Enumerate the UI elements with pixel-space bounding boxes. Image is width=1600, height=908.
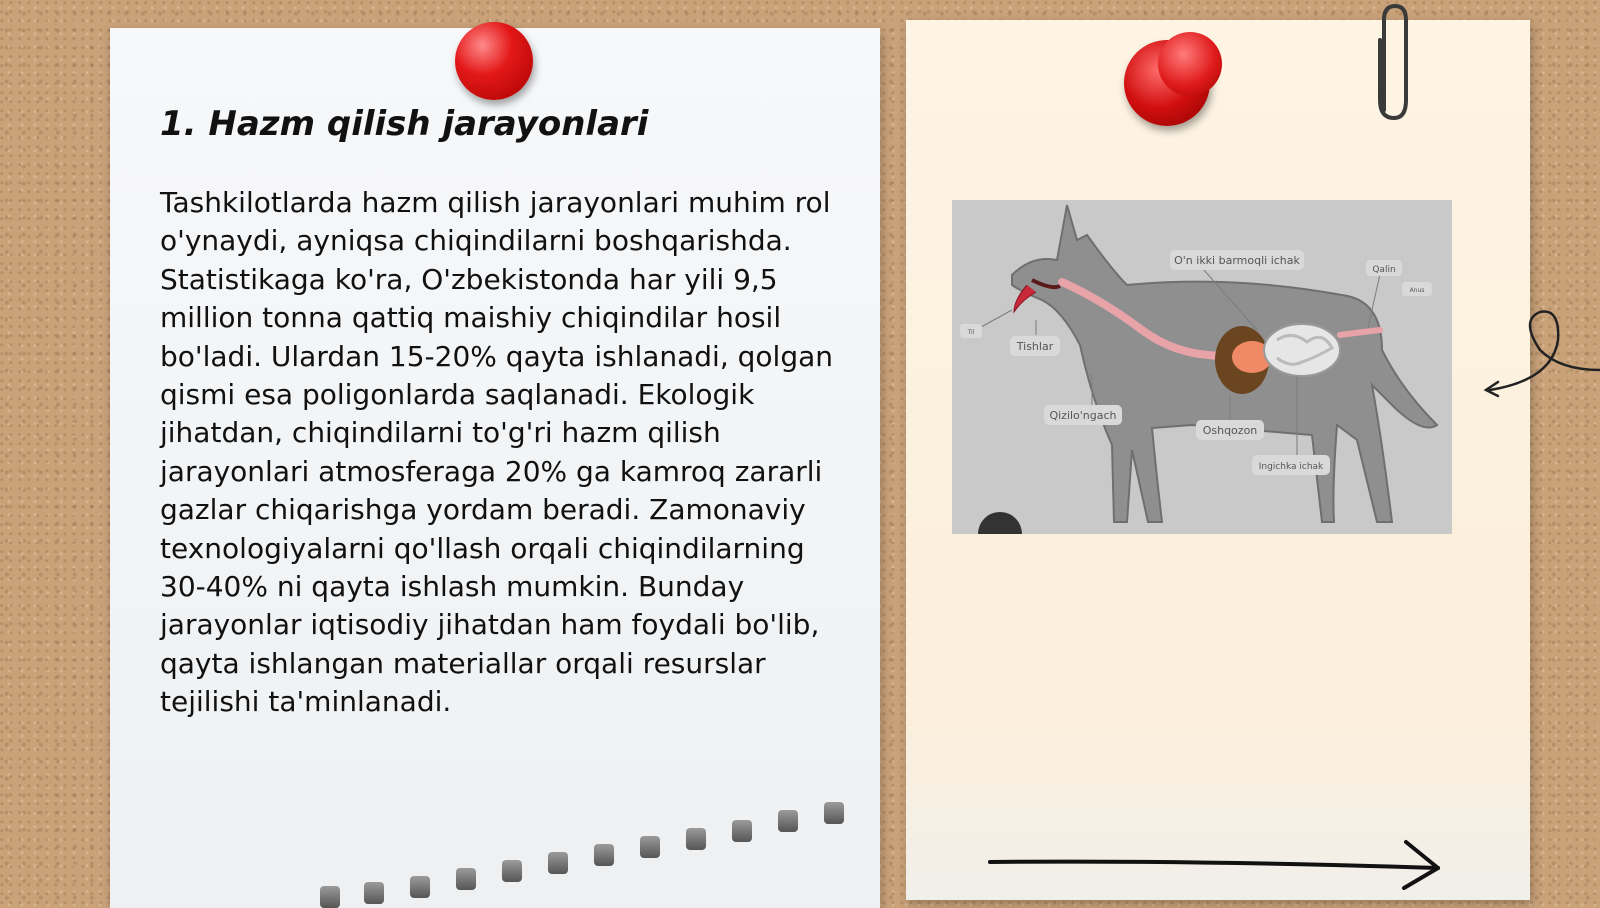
squiggle-arrow-icon (1480, 310, 1600, 410)
arrow-right-icon (986, 830, 1446, 890)
label-small-right: Anus (1409, 287, 1425, 294)
label-small-left: Til (967, 329, 975, 336)
paperclip-icon (1370, 0, 1416, 126)
label-duodenum: O'n ikki barmoqli ichak (1174, 254, 1300, 267)
pushpin-icon (455, 22, 533, 100)
torn-paper-tabs (320, 790, 880, 900)
label-qizilongach: Qizilo'ngach (1049, 409, 1117, 422)
label-ingichka: Ingichka ichak (1258, 462, 1324, 472)
dog-digestive-system-diagram (952, 200, 1452, 534)
label-qalin: Qalin (1372, 265, 1396, 275)
slide-body-text: Tashkilotlarda hazm qilish jarayonlari muhim rol o'ynaydi, ayniqsa chiqindilarni boshqarishda. Statistikaga ko'ra, O'zbekistonda har yili 9,5 million tonna qattiq maishiy chiqindilar hosil bo'ladi. Ulardan 15-20% qayta ishlanadi, qolgan qismi esa poligonlarda saqlanadi. Ekologik jihatdan, chiqindilarni to'g'ri hazm qilish jarayonlari atmosferaga 20% ga kamroq zararli gazlar chiqarishga yordam beradi. Zamonaviy texnologiyalarni qo'llash orqali chiqindilarning 30-40% ni qayta ishlash mumkin. Bunday jarayonlar iqtisodiy jihatdan ham foydali bo'lib, qayta ishlangan materiallar orqali resurslar tejilishi ta'minlanadi. (160, 186, 833, 719)
label-tishlar: Tishlar (1016, 340, 1054, 353)
slide-title: 1. Hazm qilish jarayonlari (160, 104, 649, 144)
label-oshqozon: Oshqozon (1202, 424, 1258, 437)
pushpin-icon (1124, 32, 1224, 132)
